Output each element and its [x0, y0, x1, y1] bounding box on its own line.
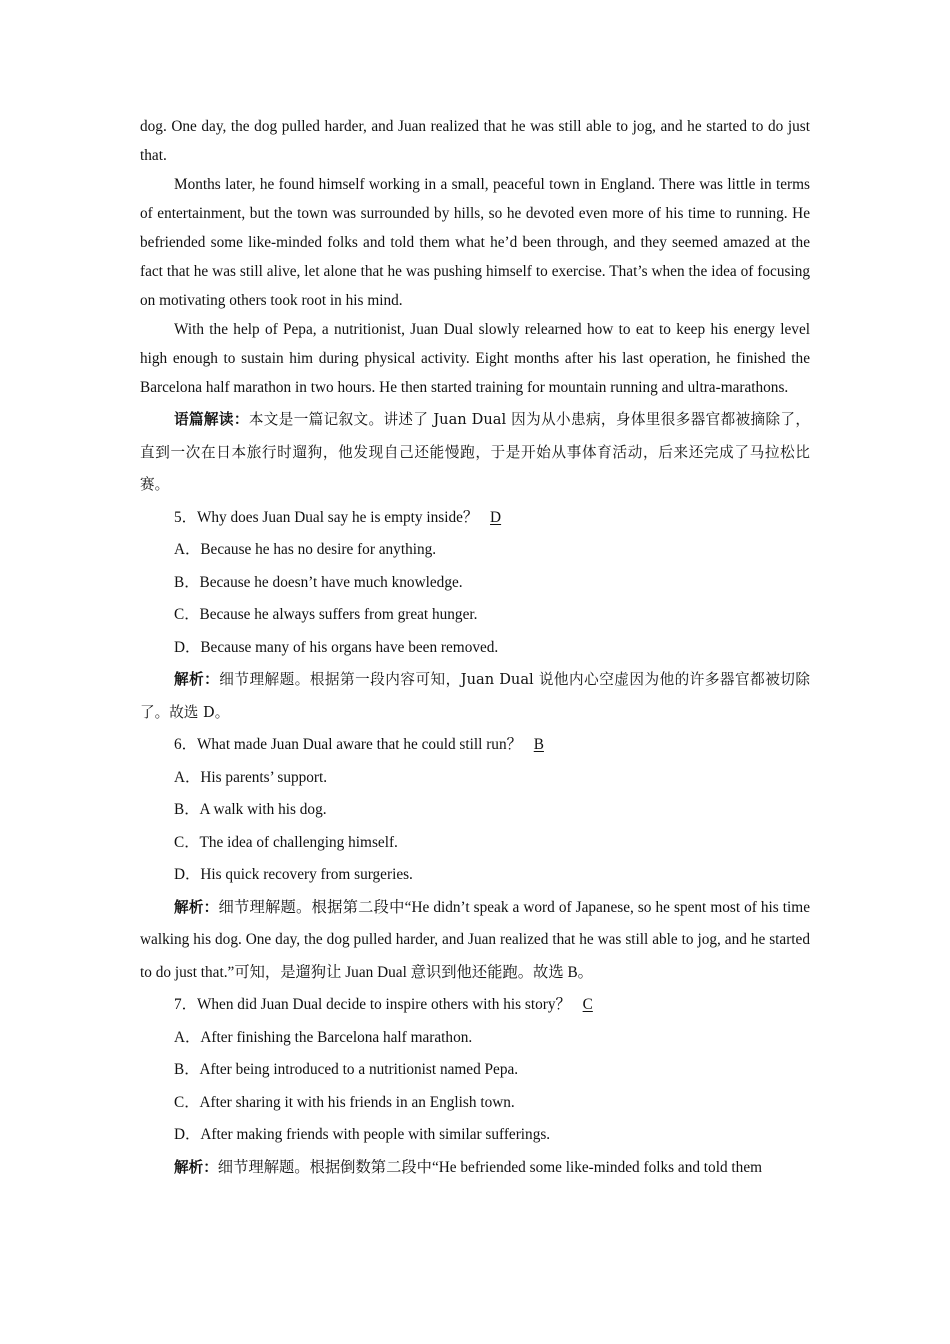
option-a: A．His parents’ support. — [174, 768, 328, 786]
analysis-label: 解析： — [174, 671, 220, 688]
question-stem — [140, 729, 810, 762]
question-7-analysis — [140, 1152, 810, 1185]
option-c: C．The idea of challenging himself. — [174, 833, 398, 851]
summary-block — [140, 404, 810, 502]
question-6-answer: B — [533, 736, 544, 753]
passage-paragraph: dog. One day, the dog pulled harder, and Juan realized that he was still able to jog, and he started to do just that. — [140, 118, 810, 164]
option-d: D．Because many of his organs have been removed. — [174, 638, 499, 656]
option-a: A．Because he has no desire for anything. — [174, 541, 437, 558]
question-stem — [140, 502, 810, 535]
passage-paragraph: With the help of Pepa, a nutritionist, Juan Dual slowly relearned how to eat to keep his energy level high enough to sustain him during physical activity. Eight months after his last operation, he finished the Barcelona half marathon in two hours. He then started training for mountain running and ultra-marathons. — [140, 321, 810, 396]
analysis-label: 解析： — [174, 1158, 218, 1176]
analysis-text: 细节理解题。根据第二段中“He didn’t speak a word of Japanese, so he spent most of his time walking his dog. One day, the dog pulled harder, and Juan realized that he was still able to jog, and he started to do just that.”可知，是遛狗让 Juan Dual 意识到他还能跑。故选 B。 — [140, 898, 810, 981]
question-6-stem: 6．What made Juan Dual aware that he could still run？ — [174, 736, 522, 753]
analysis-label: 解析： — [174, 898, 219, 916]
option-d: D．His quick recovery from surgeries. — [174, 866, 413, 883]
question-5-answer: D — [490, 508, 502, 526]
passage-paragraph: Months later, he found himself working in a small, peaceful town in England. There was little in terms of entertainment, but the town was surrounded by hills, so he devoted even more of his time to running. He befriended some like-minded folks and told them what he’d been through, and they seemed amazed at the fact that he was still alive, let alone that he was pushing himself to exercise. That’s when the idea of focusing on motivating others took root in his mind. — [140, 176, 810, 309]
summary-text: 本文是一篇记叙文。讲述了 Juan Dual 因为从小患病，身体里很多器官都被摘除了，直到一次在日本旅行时遛狗，他发现自己还能慢跑，于是开始从事体育活动，后来还完成了马拉松比赛。 — [140, 411, 810, 493]
question-6-analysis — [140, 892, 810, 990]
document-content — [140, 112, 810, 1184]
question-5-stem: 5．Why does Juan Dual say he is empty inside？ — [174, 508, 479, 526]
analysis-text: 细节理解题。根据第一段内容可知，Juan Dual 说他内心空虚因为他的许多器官都被切除了。故选 D。 — [140, 671, 810, 721]
question-stem — [140, 989, 810, 1022]
option-b: B．Because he doesn’t have much knowledge. — [174, 573, 463, 591]
option-d: D．After making friends with people with similar sufferings. — [174, 1126, 551, 1143]
analysis-text: 细节理解题。根据倒数第二段中“He befriended some like-minded folks and told them — [217, 1158, 763, 1176]
option-c: C．After sharing it with his friends in an English town. — [174, 1093, 515, 1111]
option-b: B．A walk with his dog. — [174, 801, 327, 818]
question-7-answer: C — [582, 996, 593, 1013]
option-c: C．Because he always suffers from great hunger. — [174, 606, 478, 623]
option-b: B．After being introduced to a nutritionist named Pepa. — [174, 1061, 519, 1078]
summary-label: 语篇解读： — [174, 411, 249, 428]
question-7-stem: 7．When did Juan Dual decide to inspire others with his story？ — [174, 996, 571, 1013]
question-5-analysis — [140, 664, 810, 729]
option-a: A．After finishing the Barcelona half marathon. — [174, 1028, 473, 1046]
